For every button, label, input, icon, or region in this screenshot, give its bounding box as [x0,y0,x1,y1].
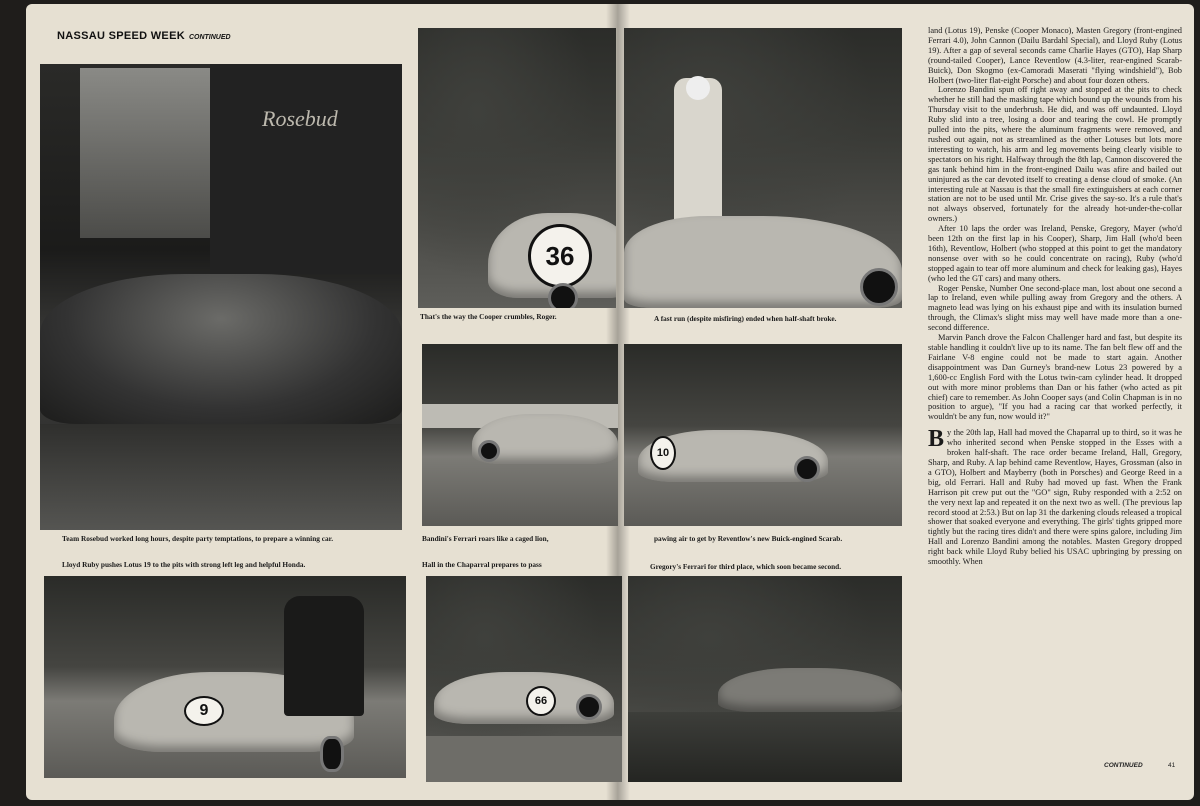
garage-floor [40,424,402,530]
photo-ruby-lotus [44,576,406,778]
car-66-number: 66 [526,686,556,716]
car-36-wheel [548,283,578,308]
caption-halfshaft: A fast run (despite misfiring) ended when half-shaft broke. [654,314,837,323]
photo-cooper-36 [418,28,616,308]
body-paragraph: Marvin Panch drove the Falcon Challenger hard and fast, but despite its stable handling it couldn't live up to its name. The fan belt flew off and the Fairlane V-8 engine could not be made to start again. Another disappointment was Dan Gurney's brand-new Lotus 23 powered by a 1,600-cc English Ford with the Lotus twin-cam cylinder head. It dropped out with more minor problems than Dan or his father (who acted as pit chief) care to remember. As John Cooper says (and Colin Chapman is in no position to argue), "If you had a racing car that worked perfectly, it wouldn't be any fun, now would it?" [928,333,1182,422]
body-text-column [928,26,1182,567]
footer-continued: CONTINUED [1104,762,1143,769]
car-36-number: 36 [528,224,592,288]
photo-rosebud-garage [40,64,402,530]
caption-scarab: pawing air to get by Reventlow's new Buick-engined Scarab. [654,534,843,543]
body-paragraph: Roger Penske, Number One second-place man, lost about one second a lap to Ireland, even while pulling away from Gregory and the others. A magneto lead was lying on his exhaust pipe and with its insulation burned through, the Climax's slight miss may well have made more than a one-second difference. [928,283,1182,333]
body-paragraph-text: y the 20th lap, Hall had moved the Chaparral up to third, so it was he who inherited second when Penske stopped in the Esses with a broken half-shaft. The race order became Ireland, Hall, Gregory, Sharp, and Ruby. A lap behind came Reventlow, Hayes, Grossman (also in a GTO), Holbert and Mayberry (both in Porsches) and George Reed in a big, old Ferrari. Hall and Ruby had moved up fast. When the Frank Harrison pit crew put out the "GO" sign, Ruby responded with a 2:52 on the very next lap and repeated it on the next two as well. (The previous lap record stood at 2:53.) But on lap 31 the darkening clouds released a tropical shower that soaked everyone and everything. The girls' tights gripped more tightly but the racing tires didn't and there were spins galore, including Jim Hall and Lorenzo Bandini among the notables. Masten Gregory dropped right back while Lloyd Ruby belied his USAC upbringing by pressing on smoothly. When [928,428,1182,567]
trailer-wall [210,64,402,274]
drop-cap: B [928,426,945,453]
rosebud-sign: Rosebud [262,106,338,131]
garage-window [80,68,220,238]
body-paragraph: land (Lotus 19), Penske (Cooper Monaco), Masten Gregory (front-engined Ferrari 4.0), John Cannon (Dailu Bardahl Special), and Lloyd Ruby (Lotus 19). After a gap of several seconds came Charlie Hayes (GTO), Hap Sharp (round-tailed Cooper), Lance Reventlow (4.3-liter, rear-engined Scarab-Buick), Don Skogmo (ex-Camoradi Maserati "flying windshield"), Bob Holbert (two-liter flat-eight Porsche) and about four dozen others. [928,26,1182,85]
caption-ruby: Lloyd Ruby pushes Lotus 19 to the pits with strong left leg and helpful Honda. [62,560,306,569]
body-paragraph: After 10 laps the order was Ireland, Penske, Gregory, Mayer (who'd been 12th on the first lap in his Cooper), Sharp, Jim Hall (who'd been 16th), Reventlow, Holbert (who stopped at this point to get the mandatory nonsense over with so he could concentrate on racing), Ruby (who'd stopped again to tear off more aluminum and check for leaking gas), Hayes (who led the GT cars) and many others. [928,224,1182,283]
lotus-car [624,216,902,308]
caption-ferrari-lion: Bandini's Ferrari roars like a caged lion, [422,534,549,543]
gregory-foliage [628,712,902,782]
body-paragraph-dropcap [928,428,1182,567]
caption-rosebud: Team Rosebud worked long hours, despite party temptations, to prepare a winning car. [62,534,334,543]
ferrari-wheel [478,440,500,462]
car-9-number: 9 [184,696,224,726]
lotus-wheel [860,268,898,306]
body-paragraph: Lorenzo Bandini spun off right away and stopped at the pits to check whether he still had the masking tape which bound up the wounds from his Thursday visit to the underbrush. He did, and was off undaunted. Lloyd Ruby slid into a tree, losing a door and tearing the cowl. He promptly pulled into the pits, where the aluminum fragments were removed, and rushed out again, not as streamlined as the other Lotuses but lots more interesting to watch, his arm and leg movements being clearly visible to spectators on his right. Halfway through the 8th lap, Cannon discovered the gas tank behind him in the front-engined Dailu was afire and bailed out uninjured as the car devoted itself to creating a dense cloud of smoke. (An interesting rule at Nassau is that the small fire extinguishers at each corner station are not to be used until Mr. Crise gives the say-so. It's a rule that's not always observed, fortunately for the already hot-under-the-collar owners.) [928,85,1182,224]
photo-gregory-ferrari [628,576,902,782]
scarab-wheel [794,456,820,482]
caption-gregory: Gregory's Ferrari for third place, which soon became second. [650,562,842,571]
car-10-number: 10 [650,436,676,470]
photo-scarab [624,344,902,526]
car-body [40,274,402,424]
photo-chaparral [426,576,622,782]
gregory-car [718,668,902,712]
chaparral-track [426,736,622,782]
caption-cooper: That's the way the Cooper crumbles, Roger. [420,312,557,321]
caption-chaparral: Hall in the Chaparral prepares to pass [422,560,542,569]
photo-bandini-ferrari [422,344,618,526]
photo-halfshaft [624,28,902,308]
helmet [686,76,710,100]
article-title: NASSAU SPEED WEEK [57,30,185,42]
header-continued: CONTINUED [188,34,231,41]
rider-figure [284,596,364,716]
page-number: 41 [1168,762,1176,769]
article-header [57,30,231,42]
driver-figure [674,78,722,228]
chaparral-wheel [576,694,602,720]
honda-wheel [320,736,344,772]
